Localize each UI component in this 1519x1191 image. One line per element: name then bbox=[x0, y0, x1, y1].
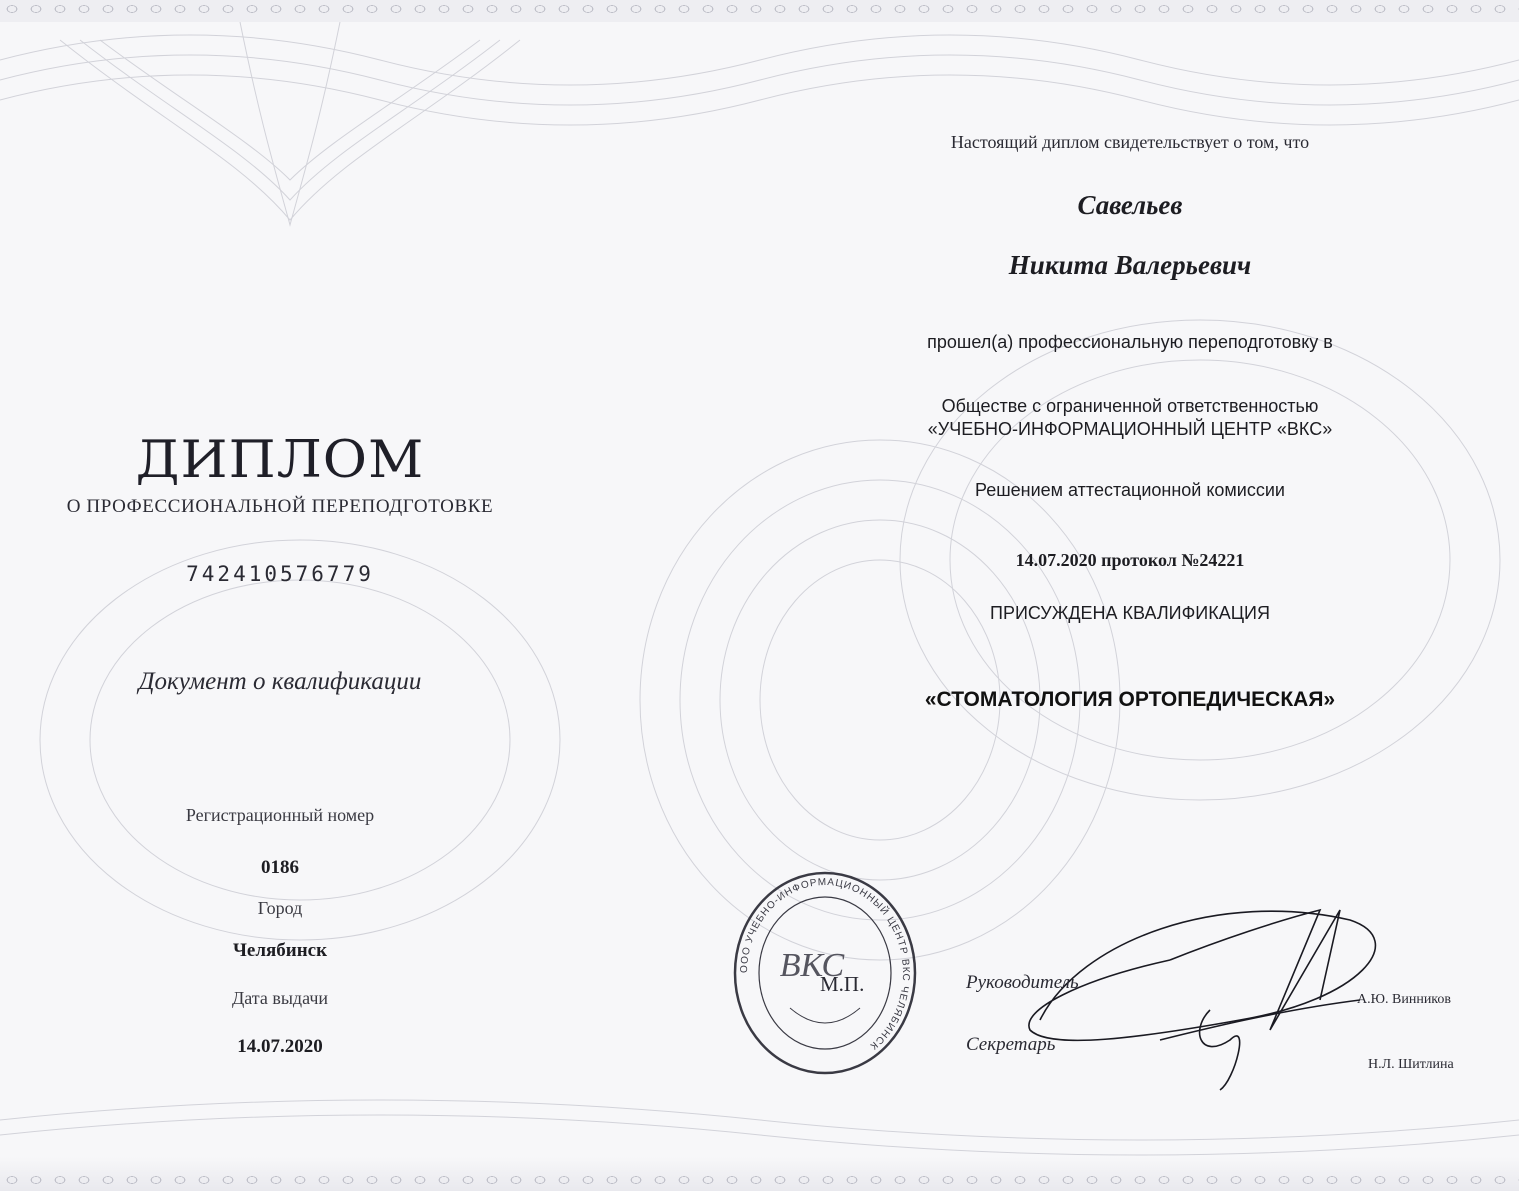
issue-date: 14.07.2020 bbox=[237, 1036, 323, 1057]
document-kind: Документ о квалификации bbox=[138, 668, 422, 695]
stamp-ring-text: ООО УЧЕБНО-ИНФОРМАЦИОННЫЙ ЦЕНТР ВКС ЧЕЛЯБИНСК bbox=[738, 876, 912, 1052]
awarded-text: ПРИСУЖДЕНА КВАЛИФИКАЦИЯ bbox=[990, 603, 1270, 623]
secretary-role-label: Секретарь bbox=[966, 1034, 1056, 1055]
stamp-center-text: ВКС bbox=[779, 947, 845, 984]
diploma-title: ДИПЛОМ bbox=[135, 429, 425, 490]
registration-label: Регистрационный номер bbox=[185, 805, 375, 825]
secretary-name: Н.Л. Шитлина bbox=[1368, 1057, 1454, 1072]
organization-line2: «УЧЕБНО-ИНФОРМАЦИОННЫЙ ЦЕНТР «ВКС» bbox=[927, 419, 1333, 439]
serial-number: 742410576779 bbox=[186, 562, 374, 586]
city-value: Челябинск bbox=[232, 940, 328, 961]
registration-number: 0186 bbox=[261, 857, 299, 878]
diploma-subtitle: О ПРОФЕССИОНАЛЬНОЙ ПЕРЕПОДГОТОВКЕ bbox=[66, 496, 494, 517]
intro-text: Настоящий диплом свидетельствует о том, что bbox=[950, 132, 1310, 152]
stamp-place-label: М.П. bbox=[820, 972, 865, 996]
qualification: «СТОМАТОЛОГИЯ ОРТОПЕДИЧЕСКАЯ» bbox=[924, 688, 1336, 711]
head-name: А.Ю. Винников bbox=[1357, 992, 1452, 1007]
issue-date-label: Дата выдачи bbox=[231, 988, 329, 1008]
decision-text: Решением аттестационной комиссии bbox=[975, 480, 1285, 500]
holder-given-names: Никита Валерьевич bbox=[1008, 250, 1252, 280]
holder-surname: Савельев bbox=[1077, 190, 1183, 220]
city-label: Город bbox=[257, 898, 303, 918]
left-page bbox=[0, 0, 560, 1191]
completed-text: прошел(а) профессиональную переподготовку в bbox=[927, 332, 1333, 352]
head-role-label: Руководитель bbox=[966, 972, 1079, 993]
organization-line1: Обществе с ограниченной ответственностью bbox=[941, 396, 1319, 416]
protocol-text: 14.07.2020 протокол №24221 bbox=[1015, 550, 1245, 570]
